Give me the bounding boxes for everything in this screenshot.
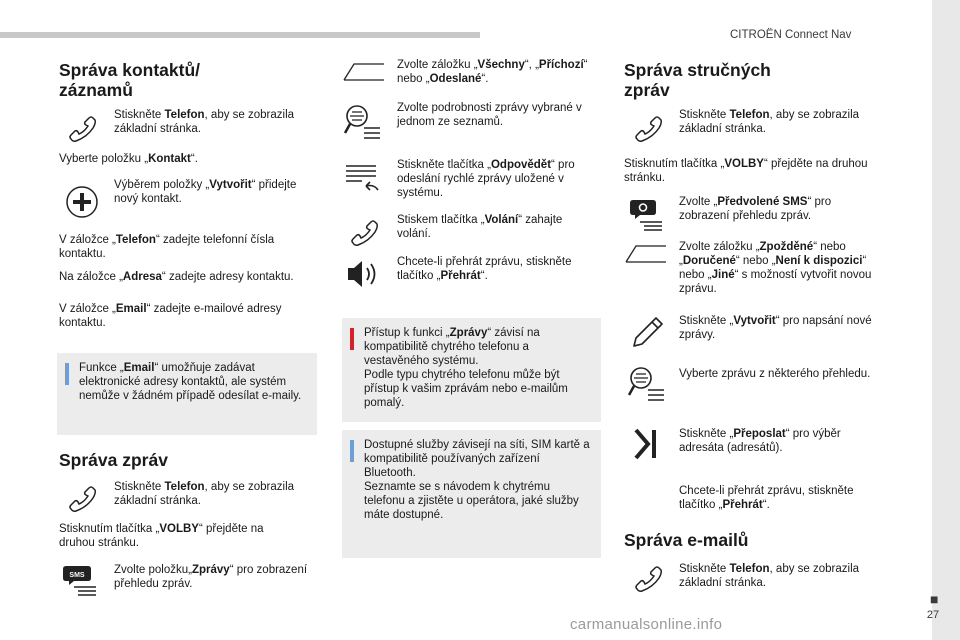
watermark: carmanualsonline.info [570,616,723,633]
msg-step-play: Chcete-li přehrát zprávu, stiskněte tlačítko „Přehrát“. [397,256,572,282]
contacts-text-3: Na záložce „Adresa“ zadejte adresy kontaktu. [59,271,294,283]
warning-marker [350,328,354,350]
settings-list-icon [626,195,666,235]
messages-text-1: Stisknutím tlačítka „VOLBY“ přejděte na druhou stránku. [59,523,264,549]
sms-step-7: Chcete-li přehrát zprávu, stiskněte tlačítko „Přehrát“. [679,485,854,511]
page-number: 27 [926,609,940,621]
sms-step-2: Zvolte „Předvolené SMS“ pro zobrazení přehledu zpráv. [679,196,832,222]
contacts-text-4: V záložce „Email“ zadejte e-mailové adresy kontaktu. [59,303,282,329]
add-icon [62,182,102,222]
reply-list-icon [342,158,382,198]
info-box-email: Funkce „Email“ umožňuje zadávat elektronické adresy kontaktů, ale systém nemůže v žádném případě odesílat e-maily. [57,353,317,435]
section-title-messages: Správa zpráv [59,450,168,470]
page-edge-bar [932,0,960,640]
pen-icon [628,312,668,352]
msg-step-tabs: Zvolte záložku „Všechny“, „Příchozí“ nebo „Odeslané“. [397,59,588,85]
msg-step-call: Stiskem tlačítka „Volání“ zahajte volání. [397,214,563,240]
warning-box-messages: Přístup k funkci „Zprávy“ závisí na kompatibilitě chytrého telefonu a vestavěného systému. Podle typu chytrého telefonu může být přístup k vašim zprávám nebo e-mailům pomalý. [342,318,601,422]
messages-step-1: Stiskněte Telefon, aby se zobrazila základní stránka. [114,481,295,507]
info-marker [350,440,354,462]
list-detail-icon [626,364,666,404]
contacts-text-2: V záložce „Telefon“ zadejte telefonní čísla kontaktu. [59,234,275,260]
section-title-email: Správa e-mailů [624,530,749,550]
sms-text-1: Stisknutím tlačítka „VOLBY“ přejděte na druhou stránku. [624,158,868,184]
play-icon [342,254,382,294]
sms-step-6: Stiskněte „Přeposlat“ pro výběr adresáta (adresátů). [679,428,841,454]
info-marker [65,363,69,385]
msg-step-reply: Stiskněte tlačítka „Odpovědět“ pro odeslání rychlé zprávy uložené v systému. [397,159,575,199]
forward-icon [628,424,668,464]
header-rule [0,32,480,38]
phone-icon [628,108,668,148]
phone-icon [62,478,102,518]
info-box-services: Dostupné služby závisejí na síti, SIM kartě a kompatibilitě používaných zařízení Bluetooth. Seznamte se s návodem k chytrému telefonu a zjistěte u operátora, jaké služby máte dostupné. [342,430,601,558]
sms-icon [60,560,100,600]
header-title: CITROËN Connect Nav [730,29,852,41]
contacts-step-1: Stiskněte Telefon, aby se zobrazila základní stránka. [114,109,295,135]
tab-icon [624,240,668,270]
contacts-step-2: Výběrem položky „Vytvořit“ přidejte nový kontakt. [114,179,297,205]
section-title-contacts: Správa kontaktů/ záznamů [59,60,201,100]
phone-icon [62,108,102,148]
contacts-text-1: Vyberte položku „Kontakt“. [59,153,198,165]
tab-icon [342,58,386,88]
sms-step-4: Stiskněte „Vytvořit“ pro napsání nové zprávy. [679,315,872,341]
phone-icon [628,558,668,598]
svg-text:SMS: SMS [69,572,85,579]
section-title-short-messages: Správa stručných zpráv [624,60,771,100]
sms-step-5: Vyberte zprávu z některého přehledu. [679,368,871,380]
sms-step-1: Stiskněte Telefon, aby se zobrazila základní stránka. [679,109,860,135]
list-detail-icon [342,102,382,142]
sms-step-3: Zvolte záložku „Zpožděné“ nebo „Doručené“ nebo „Není k dispozici“ nebo „Jiné“ s možností vytvořit novou zprávu. [679,241,872,295]
messages-step-2: Zvolte položku„Zprávy“ pro zobrazení přehledu zpráv. [114,564,308,590]
email-step-1: Stiskněte Telefon, aby se zobrazila základní stránka. [679,563,860,589]
msg-step-detail: Zvolte podrobnosti zprávy vybrané v jednom ze seznamů. [397,102,582,128]
page-marker: ■ [930,591,939,607]
phone-icon [344,212,384,252]
